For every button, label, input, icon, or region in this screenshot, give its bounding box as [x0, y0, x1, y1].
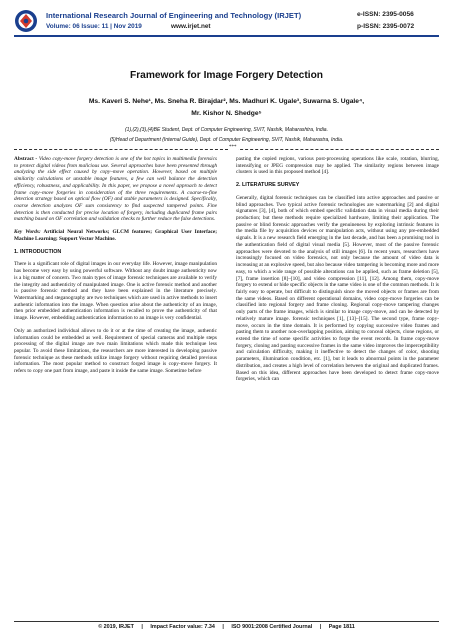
eissn: e-ISSN: 2395-0056 [357, 11, 414, 18]
journal-website[interactable]: www.irjet.net [171, 23, 211, 30]
journal-meta [46, 23, 211, 30]
keywords-text: Artificial Neural Networks; GLCM features; Graphical User Interface; Machine Learning; Support Vector Machine. [14, 229, 218, 242]
introduction-continued: pasting the copied regions, various post-processing operations like scale, rotation, blurring, intensifying or JPEG compression may be applied. The similarity regions between image clusters is used in this proposed method [4]. [236, 156, 439, 176]
volume-issue: Volume: 06 Issue: 11 | Nov 2019 [46, 23, 142, 30]
abstract-text: Video copy-move forgery detection is one of the hot topics in multimedia forensics to protect digital videos from malicious use. Several approaches have been presented through analyzing the side effect caused by copy–move operation. However, based on multiple similarity calculations or unstable image features, a few can well balance the detection efficiency, robustness, and applicability. In this paper, we propose a novel approach to detect frame copy–move forgeries in consideration of the three requirements. A coarse-to-fine detection strategy based on optical flow (OF) and stable parameters is designed. Specifically, coarse detection analyzes OF sum consistency to find suspected tampered points. Fine detection is then conducted for precise location of forgery, including duplicated frame pairs matching based on OF correlation and validation checks to further reduce the false detections. [14, 156, 217, 223]
paper-title: Framework for Image Forgery Detection [129, 70, 324, 81]
authors-line-1: Ms. Kaveri S. Nehe¹, Ms. Sneha R. Birajdar², Ms. Madhuri K. Ugale³, Suwarna S. Ugale⁴, [88, 98, 365, 105]
affiliation-hod: (5)Head of Department (Internal Guide), Dept. of Computer Engineering, SVIT, Nashik, Maharastra, India. [109, 137, 344, 143]
header-rule [14, 35, 439, 37]
authors [30, 96, 423, 120]
divider-line [14, 149, 439, 150]
authors-line-2: Mr. Kishor N. Shedge⁵ [191, 110, 262, 117]
right-column [236, 156, 439, 389]
irjet-logo-icon [14, 9, 38, 33]
left-column [14, 156, 217, 381]
literature-survey-heading: 2. LITERATURE SURVEY [236, 182, 300, 189]
section-divider [14, 147, 439, 152]
footer-rule [14, 621, 439, 622]
abstract-label: Abstract - [14, 156, 38, 162]
introduction-paragraph-2: Only an authorized individual allows to do it or at the time of creating the image, authentic information could be embedded as well. Requirement of special cameras and multiple steps processing of the digital image are two main limitations which made this technique less popular. To avoid these limitations, the researchers are more interested in developing passive forensic technique as these methods utilize image forgery without requiring detailed previous information. The most popular method to construct forged image is copy-move forgery. It refers to copy one part from image, and paste it inside the same image. Sometime before [14, 327, 217, 375]
pissn: p-ISSN: 2395-0072 [357, 23, 415, 30]
divider-stars: *** [229, 145, 237, 150]
page-footer: © 2019, IRJET | Impact Factor value: 7.34 | ISO 9001:2008 Certified Journal | Page 1811 [98, 624, 355, 630]
introduction-heading: 1. INTRODUCTION [14, 248, 62, 255]
literature-survey-paragraph: Generally, digital forensic techniques can be classified into active approaches and passive or blind approaches. Two typical active forensic technologies are watermarking [2] and digital signatures [3], [4], both of which embed specific validation data in visual media during their production; but these methods require specialized hardware, limiting their application. The passive or blind forensic approaches verify the genuineness by exploring intrinsic features in the media file by acquisition devices or manipulation acts, without using any pre-embedded signals. It is a new research field emerging in the last decade, and has been a promising tool in the authentication field of digital visual media [5]. However, most of the passive forensic approaches were devoted to the analysis of still images [6]. In recent years, researchers have increasingly focused on video forensics, not only because the amount of video data is increasing at an explosive speed, but also because video tampering is becoming more and more easy, to which a wide range of possible alterations can be applied, such as frame deletion [5], [7], frame insertion [8]–[10], and video compression [11], [12]. Among them, copy-move forgery to extend or hide specific objects in the same video is one of the common methods. It is fairly easy to operate, but difficult to distinguish since the moved objects or frames are from the same videos. Based on different operational domains, video copy-move forgeries can be classified into regional forgery and frame cloning. Regional copy-move tampering changes only parts of the frame images, which is similar to image copy-move, and can be detected by relatively mature image. forensic techniques [1], [13]–[15]. The second type, frame copy-move, occurs in the time domain. It is performed by copying successive video frames and pasting them to another non-overlapping position, aiming to conceal objects, clone regions, or extend the time of some specific activities to forge the event records. In frame copy-move forgery, cloning and pasting successive frames in the same video improves the imperceptibility and calculation difficulty, making it ineffective to detect the changes of color, shooting parameters, illumination condition, etc. [1], but it leads to abnormal points in the parameter distribution, and creates a high level of correlation between the original and duplicated frames. Based on this idea, different approaches have been developed to detect frame copy-move forgeries, which can [236, 194, 439, 383]
introduction-paragraph-1: There is a significant role of digital images in our everyday life. However, image manipulation has become very easy by using powerful software. Without any doubt image authenticity now is a big matter of concern. Two main types of image forensic techniques are available to verify the integrity and authenticity of manipulated image. One is active forensic method and another is passive forensic method and they have been explained in the literature precisely. Watermarking and steganography are two techniques which are used in active methods to insert authentic information into the image. When question arise about the authenticity of an image, then prior embedded authentication information is recalled to prove the authenticity of that image. However, embedding authentication information to an image is very confidential. [14, 261, 217, 322]
journal-header [0, 0, 453, 40]
keywords [14, 229, 217, 242]
keywords-label: Key Words: [14, 229, 41, 236]
journal-name: International Research Journal of Engineering and Technology (IRJET) [46, 11, 302, 20]
affiliation-students: (1),(2),(3),(4)BE Student, Dept. of Computer Engineering, SVIT, Nashik, Maharashtra, India. [125, 127, 328, 133]
abstract [14, 156, 217, 223]
